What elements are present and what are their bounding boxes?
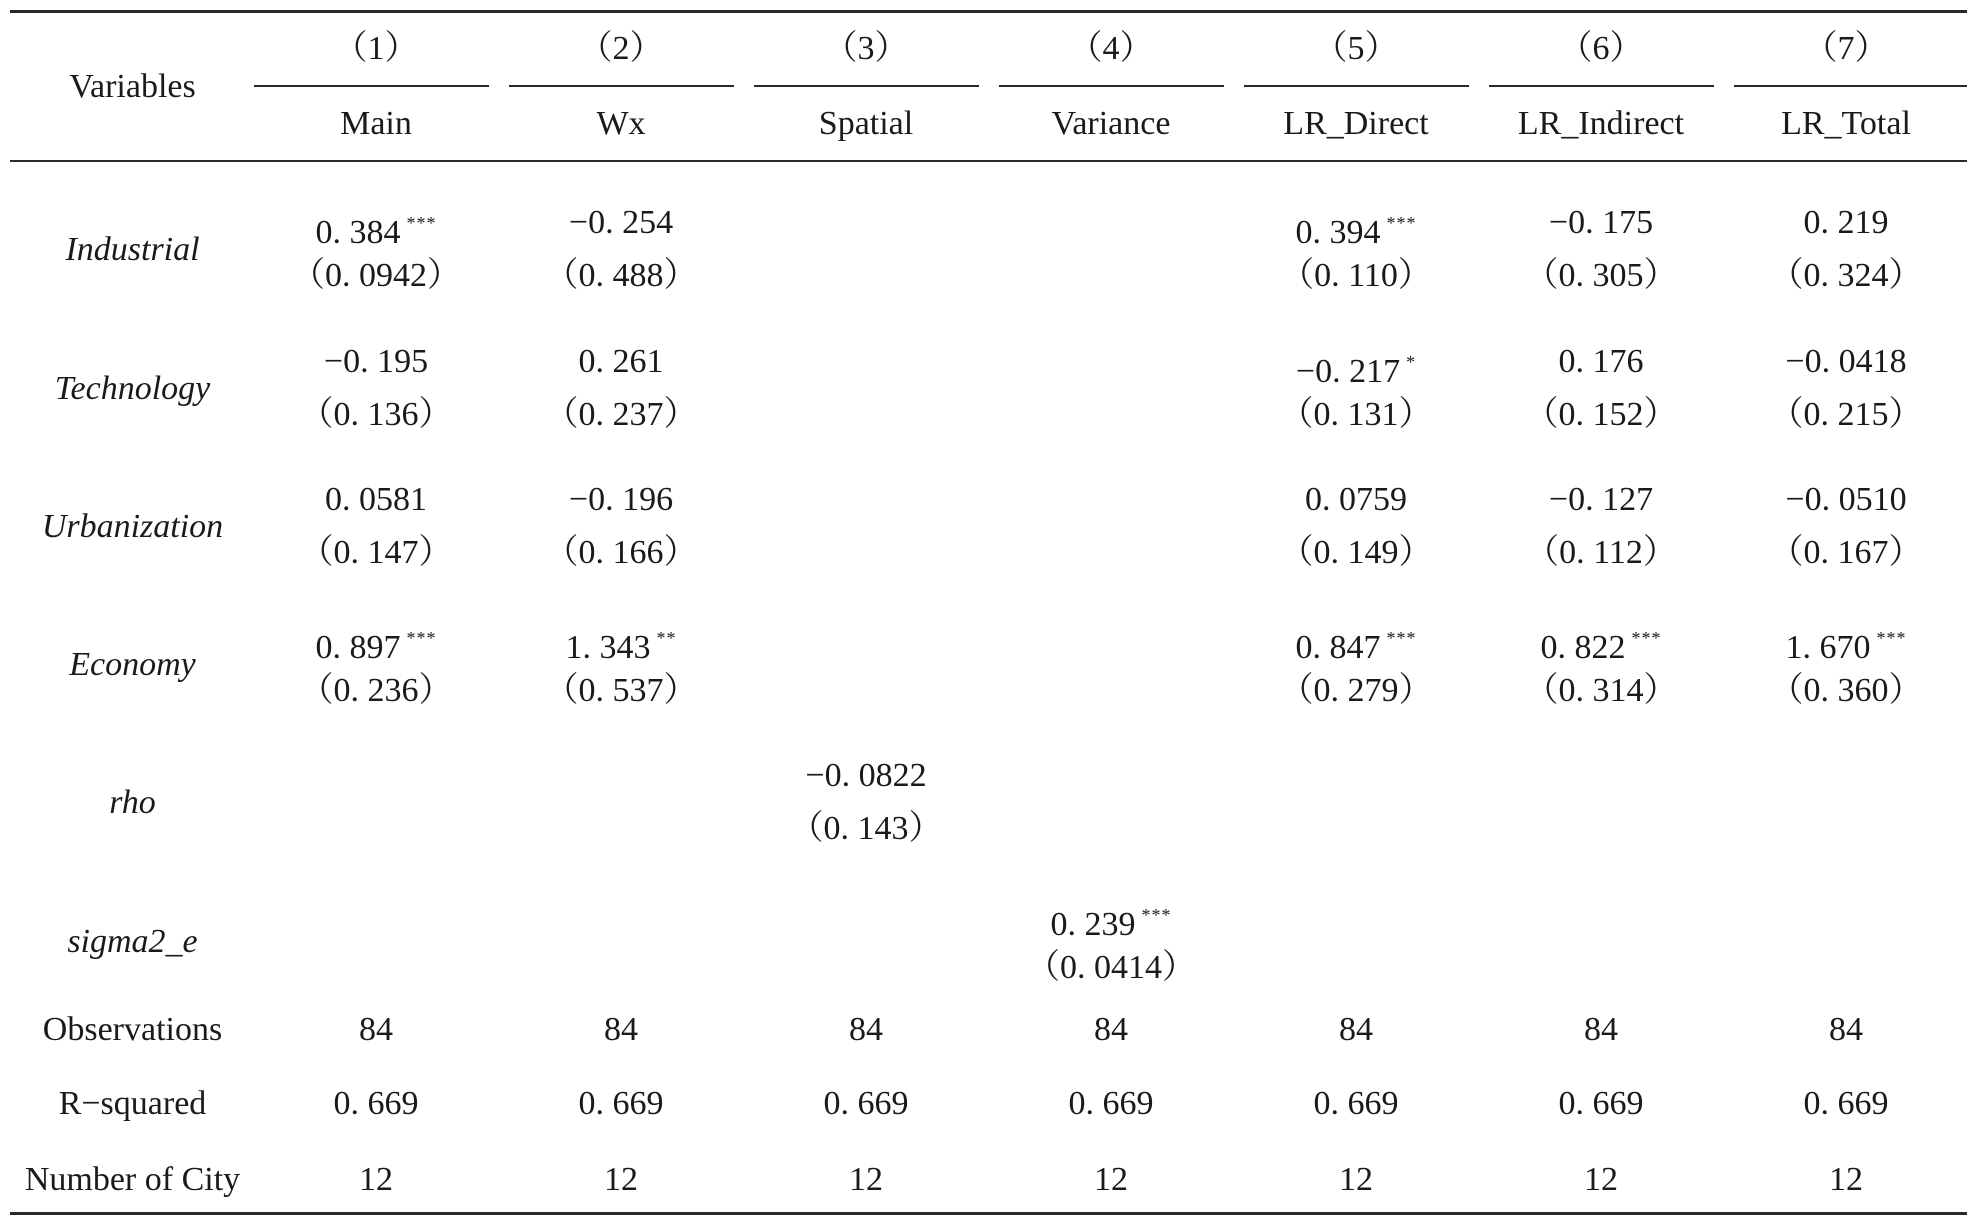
stat-value: 12 (1339, 1161, 1373, 1198)
coefficient-cell (1479, 342, 1724, 382)
column-number-1: （1） (333, 30, 419, 67)
standard-error-cell: （0. 131） (1279, 396, 1433, 433)
coefficient-cell (1724, 203, 1969, 243)
column-group-rule-1 (254, 85, 489, 87)
row-label: Economy (69, 646, 196, 683)
significance-stars: ** (656, 628, 677, 648)
standard-error-cell: （0. 314） (1524, 672, 1678, 709)
coefficient-value: 0. 261 (578, 343, 664, 380)
standard-error-cell: （0. 537） (544, 672, 698, 709)
coefficient-cell (254, 618, 499, 668)
coefficient-cell (1724, 618, 1969, 668)
row-label: Technology (54, 370, 211, 407)
coefficient-cell (499, 618, 744, 668)
coefficient-value: −0. 0510 (1785, 481, 1907, 518)
stat-value: 12 (849, 1161, 883, 1198)
significance-stars: *** (1386, 628, 1417, 648)
coefficient-value: −0. 196 (568, 481, 674, 518)
coefficient-cell (1234, 203, 1479, 253)
standard-error-cell: （0. 112） (1525, 534, 1677, 571)
coefficient-cell (499, 203, 744, 243)
column-number-6: （6） (1558, 30, 1644, 67)
column-name-7: LR_Total (1781, 105, 1911, 142)
coefficient-cell (744, 756, 989, 796)
standard-error-cell: （0. 149） (1279, 534, 1433, 571)
column-group-rule-5 (1244, 85, 1469, 87)
significance-stars: *** (1876, 628, 1907, 648)
coefficient-value: 0. 822 (1540, 629, 1626, 666)
coefficient-cell (1724, 480, 1969, 520)
standard-error-cell: （0. 166） (544, 534, 698, 571)
coefficient-value: −0. 0418 (1785, 343, 1907, 380)
column-group-rule-3 (754, 85, 979, 87)
stat-value: 84 (1094, 1011, 1128, 1048)
stat-value: 84 (1584, 1011, 1618, 1048)
stat-value: 84 (849, 1011, 883, 1048)
stat-value: 12 (1829, 1161, 1863, 1198)
coefficient-value: −0. 127 (1548, 481, 1654, 518)
coefficient-value: 0. 394 (1295, 214, 1381, 251)
standard-error-cell: （0. 167） (1769, 534, 1923, 571)
column-name-4: Variance (1051, 105, 1171, 142)
variables-header: Variables (69, 68, 196, 105)
row-label: Industrial (65, 231, 200, 268)
column-number-5: （5） (1313, 30, 1399, 67)
coefficient-cell (1479, 618, 1724, 668)
stat-value: 0. 669 (1068, 1085, 1154, 1122)
stat-label: Number of City (24, 1161, 241, 1198)
significance-stars: *** (1141, 905, 1172, 925)
coefficient-cell (1479, 480, 1724, 520)
header-rule (10, 160, 1967, 162)
standard-error-cell: （0. 0414） (1026, 949, 1196, 986)
standard-error-cell: （0. 236） (299, 672, 453, 709)
stat-value: 0. 669 (1313, 1085, 1399, 1122)
row-label: Urbanization (41, 508, 224, 545)
stat-value: 0. 669 (578, 1085, 664, 1122)
stat-value: 84 (1339, 1011, 1373, 1048)
coefficient-cell (254, 342, 499, 382)
stat-value: 12 (1094, 1161, 1128, 1198)
coefficient-cell (1234, 342, 1479, 392)
top-rule (10, 10, 1967, 13)
coefficient-cell (499, 342, 744, 382)
coefficient-value: 0. 0759 (1305, 481, 1407, 518)
standard-error-cell: （0. 143） (789, 810, 943, 847)
row-label: sigma2_e (67, 923, 198, 960)
standard-error-cell: （0. 0942） (291, 257, 461, 294)
coefficient-cell (1234, 618, 1479, 668)
coefficient-value: −0. 175 (1548, 204, 1654, 241)
stat-value: 84 (1829, 1011, 1863, 1048)
column-name-6: LR_Indirect (1517, 105, 1685, 142)
stat-value: 84 (359, 1011, 393, 1048)
column-number-7: （7） (1803, 30, 1889, 67)
stat-label: R−squared (58, 1085, 207, 1122)
column-number-4: （4） (1068, 30, 1154, 67)
coefficient-value: 1. 343 (565, 629, 651, 666)
stat-label: Observations (42, 1011, 223, 1048)
coefficient-value: −0. 195 (323, 343, 429, 380)
coefficient-value: 0. 384 (315, 214, 401, 251)
standard-error-cell: （0. 136） (299, 396, 453, 433)
stat-value: 0. 669 (823, 1085, 909, 1122)
standard-error-cell: （0. 147） (299, 534, 453, 571)
coefficient-value: −0. 254 (568, 204, 674, 241)
coefficient-cell (1724, 342, 1969, 382)
standard-error-cell: （0. 152） (1524, 396, 1678, 433)
coefficient-value: −0. 0822 (805, 757, 927, 794)
coefficient-value: −0. 217 (1295, 353, 1401, 390)
significance-stars: * (1406, 352, 1417, 372)
significance-stars: *** (406, 213, 437, 233)
column-name-1: Main (340, 105, 412, 142)
column-group-rule-4 (999, 85, 1224, 87)
column-name-3: Spatial (818, 105, 914, 142)
standard-error-cell: （0. 360） (1769, 672, 1923, 709)
coefficient-cell (254, 203, 499, 253)
significance-stars: *** (406, 628, 437, 648)
coefficient-value: 0. 847 (1295, 629, 1381, 666)
standard-error-cell: （0. 488） (544, 257, 698, 294)
standard-error-cell: （0. 215） (1769, 396, 1923, 433)
coefficient-value: 0. 219 (1803, 204, 1889, 241)
coefficient-value: 0. 239 (1050, 906, 1136, 943)
coefficient-cell (1479, 203, 1724, 243)
standard-error-cell: （0. 305） (1524, 257, 1678, 294)
column-group-rule-2 (509, 85, 734, 87)
coefficient-cell (989, 895, 1234, 945)
coefficient-cell (254, 480, 499, 520)
column-group-rule-6 (1489, 85, 1714, 87)
standard-error-cell: （0. 237） (544, 396, 698, 433)
stat-value: 0. 669 (333, 1085, 419, 1122)
stat-value: 12 (604, 1161, 638, 1198)
standard-error-cell: （0. 279） (1279, 672, 1433, 709)
coefficient-cell (499, 480, 744, 520)
row-label: rho (109, 784, 156, 821)
coefficient-value: 0. 0581 (325, 481, 427, 518)
significance-stars: *** (1631, 628, 1662, 648)
standard-error-cell: （0. 324） (1769, 257, 1923, 294)
coefficient-value: 1. 670 (1785, 629, 1871, 666)
column-name-2: Wx (596, 105, 646, 142)
coefficient-value: 0. 176 (1558, 343, 1644, 380)
stat-value: 84 (604, 1011, 638, 1048)
coefficient-value: 0. 897 (315, 629, 401, 666)
bottom-rule (10, 1212, 1967, 1215)
column-group-rule-7 (1734, 85, 1967, 87)
stat-value: 12 (1584, 1161, 1618, 1198)
standard-error-cell: （0. 110） (1280, 257, 1432, 294)
column-number-2: （2） (578, 30, 664, 67)
column-number-3: （3） (823, 30, 909, 67)
stat-value: 12 (359, 1161, 393, 1198)
column-name-5: LR_Direct (1283, 105, 1429, 142)
significance-stars: *** (1386, 213, 1417, 233)
stat-value: 0. 669 (1558, 1085, 1644, 1122)
coefficient-cell (1234, 480, 1479, 520)
stat-value: 0. 669 (1803, 1085, 1889, 1122)
